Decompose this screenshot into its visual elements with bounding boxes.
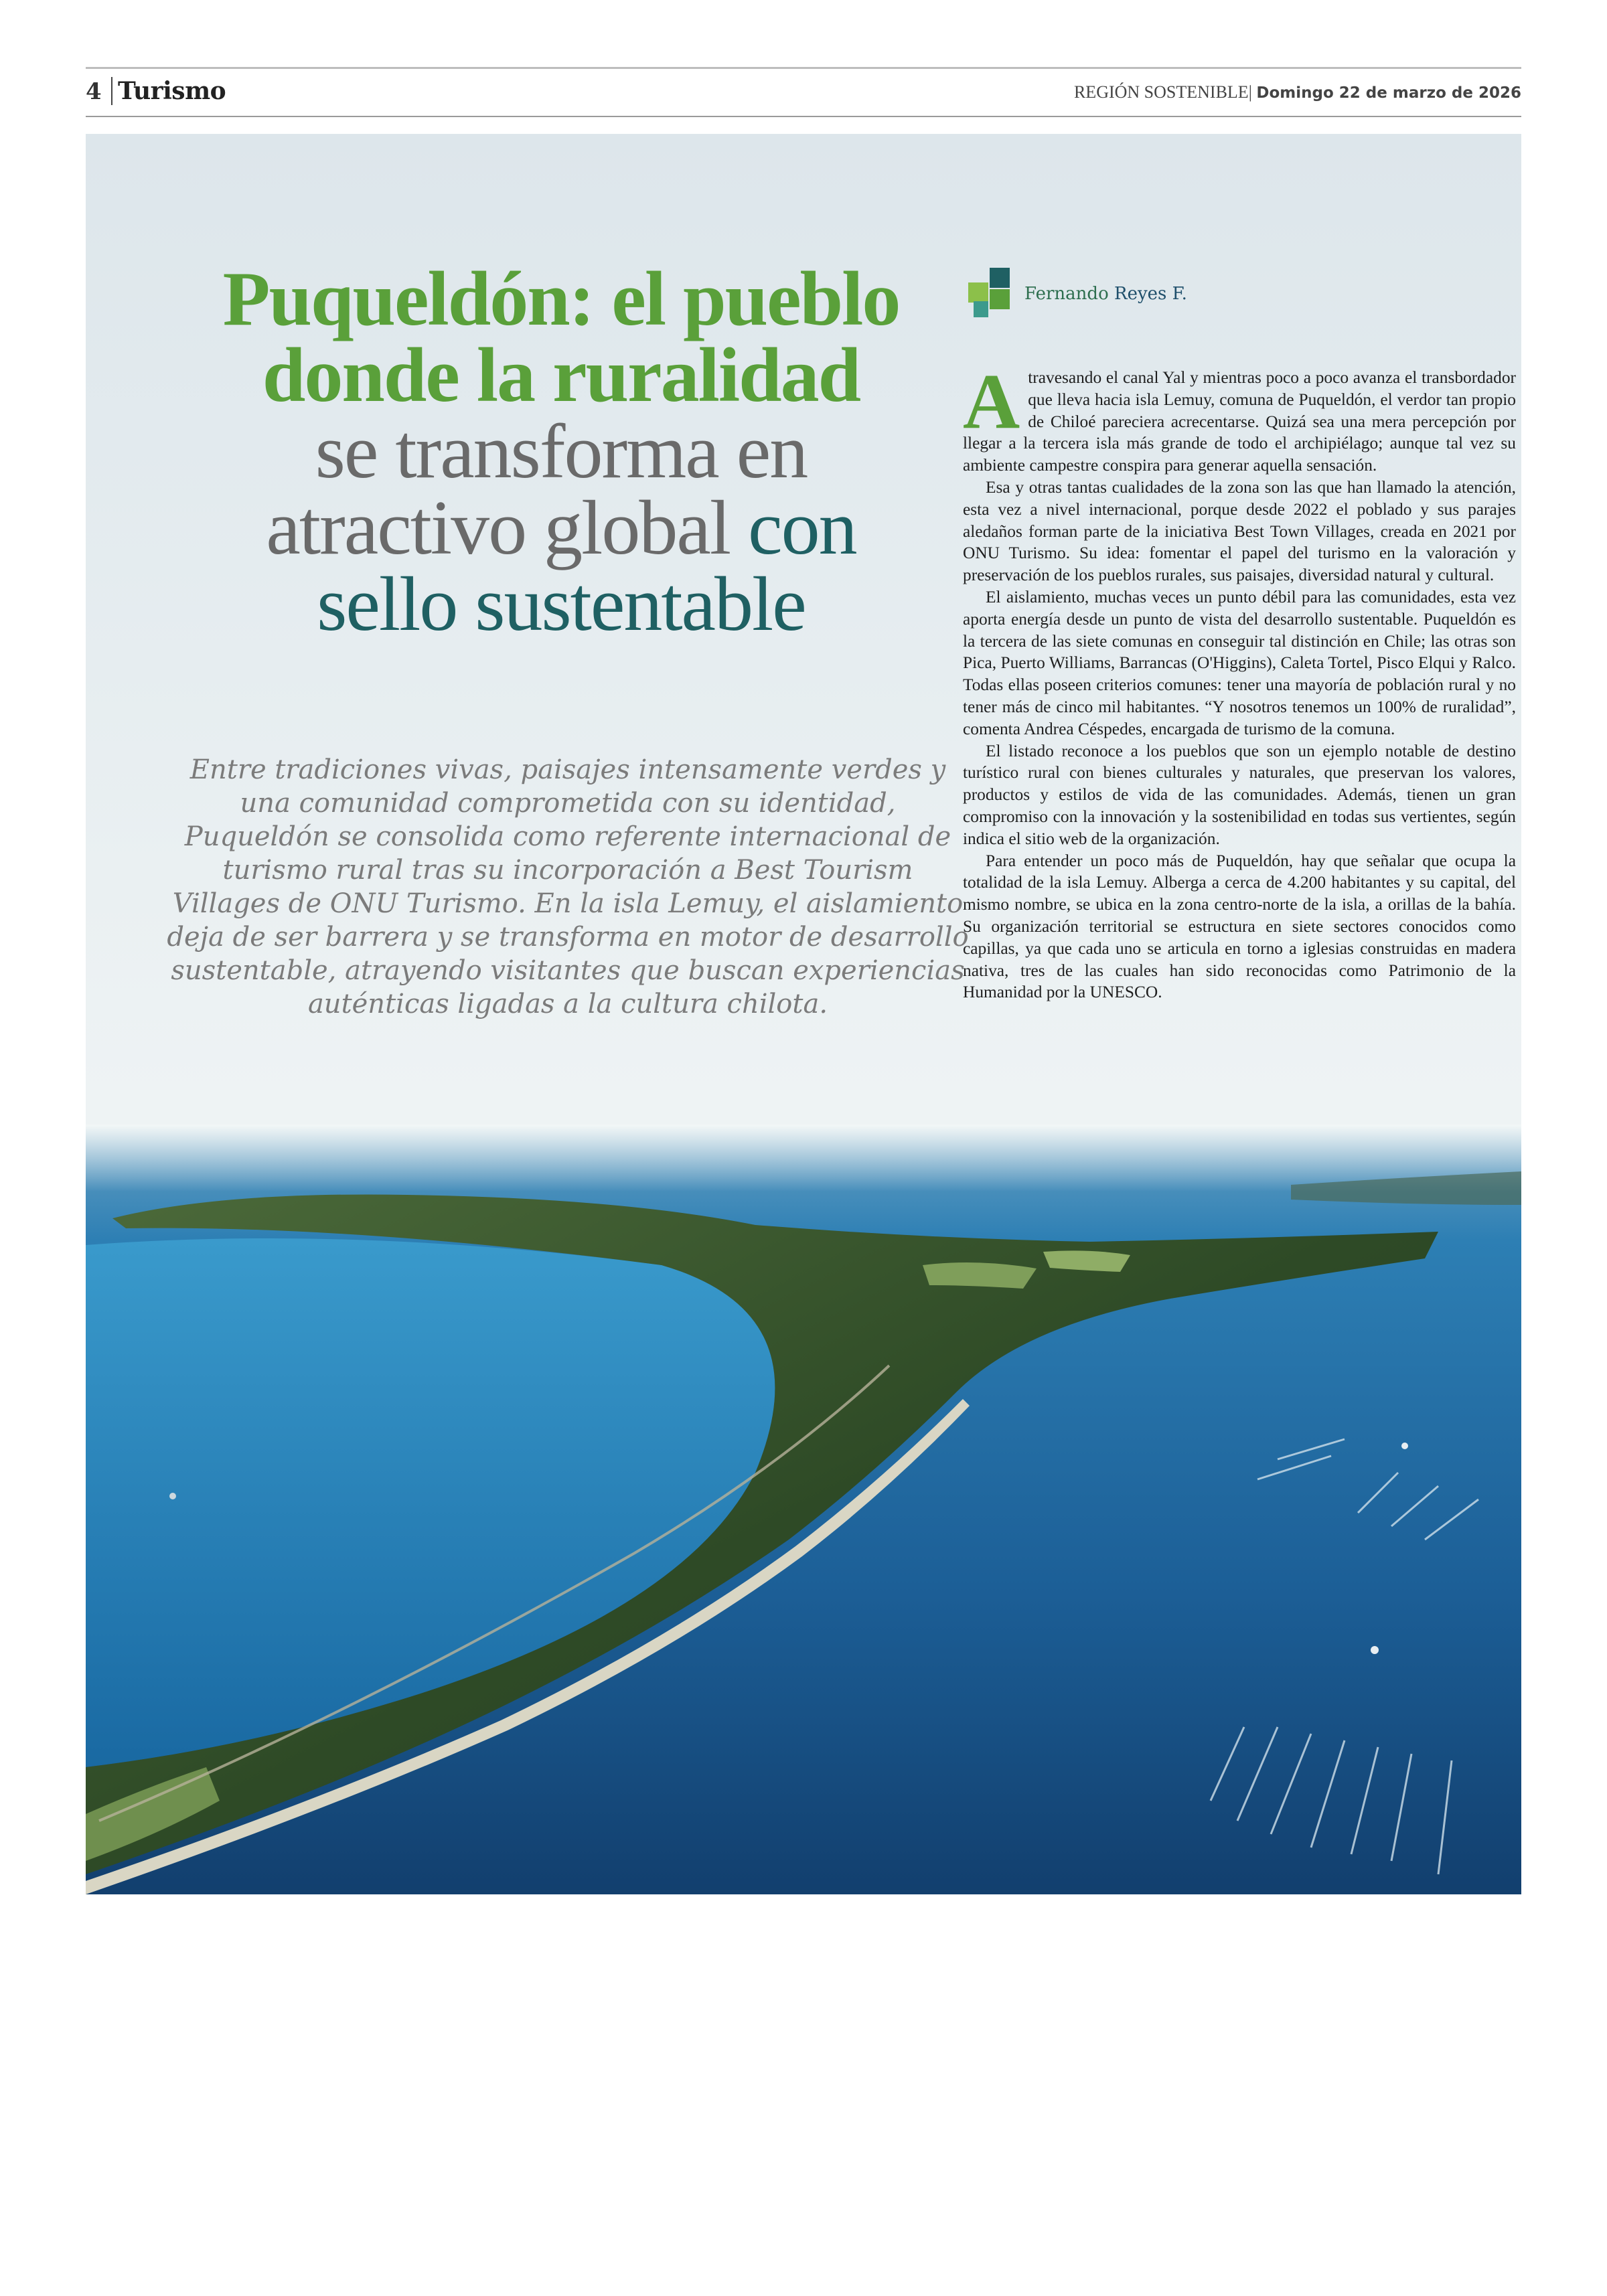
page-number: 4: [86, 78, 102, 105]
author-first-name: Fernando: [1024, 284, 1109, 304]
article-panel: [86, 134, 1521, 1894]
headline-line-2: donde la ruralidad: [262, 333, 860, 418]
headline-line-4b: con: [730, 485, 856, 571]
page-bottom-margin: [0, 1894, 1607, 2296]
publication-date-line: [1074, 82, 1521, 102]
body-paragraph-1-text: travesando el canal Yal y mientras poco a poco avanza el transbordador que lleva hacia isla Lemuy, comuna de Puqueldón, el verdor tan propio de Chiloé pareciera acrecentarse. Quizá sea una mera percepción por llegar a la tercera isla más grande de todo el archipiélago; aunque tal vez su ambiente campestre conspira para generar aquella sensación.: [963, 368, 1516, 475]
issue-date: Domingo 22 de marzo de 2026: [1256, 84, 1521, 102]
page-header: [86, 67, 1521, 117]
article-body: [963, 357, 1516, 1003]
author-name: [1024, 284, 1187, 304]
headline-line-3: se transforma en: [315, 409, 808, 495]
header-divider: |: [1248, 82, 1252, 102]
article-deck: Entre tradiciones vivas, paisajes intensamente verdes y una comunidad comprometida con su identidad, Puqueldón se consolida como referente internacional de turismo rural tras su incorporación a Best Tourism Villages de ONU Turismo. En la isla Lemuy, el aislamiento deja de ser barrera y se transforma en motor de desarrollo sustentable, atrayendo visitantes que buscan experiencias auténticas ligadas a la cultura chilota.: [167, 754, 969, 1019]
author-last-name: Reyes F.: [1114, 284, 1187, 304]
headline-line-5: sello sustentable: [317, 562, 806, 647]
publication-name: REGIÓN SOSTENIBLE: [1073, 82, 1249, 102]
headline-line-4a: atractivo global: [266, 485, 731, 571]
section-title: Turismo: [118, 77, 226, 105]
body-paragraph-2: Esa y otras tantas cualidades de la zona son las que han llamado la atención, esta vez a nivel internacional, porque desde 2022 el poblado y sus parajes aledaños forman parte de la iniciativa Best Town Villages, creada en 2021 por ONU Turismo. Su idea: fomentar el papel del turismo en la valoración y preservación de los pueblos rurales, sus paisajes, diversidad natural y cultural.: [963, 477, 1516, 585]
aerial-island-photo: [86, 1125, 1521, 1894]
headline-line-4: [186, 485, 936, 571]
body-paragraph-3: El aislamiento, muchas veces un punto débil para las comunidades, esta vez aporta energía desde un punto de vista del desarrollo sustentable. Puqueldón es la tercera de las siete comunas en conseguir tal distinción en Chile; las otras son Pica, Puerto Williams, Barrancas (O'Higgins), Caleta Tortel, Pisco Elqui y Ralco. Todas ellas poseen criterios comunes: tener una mayoría de población rural y no tener más de cinco mil habitantes. “Y nosotros tenemos un 100% de ruralidad”, comenta Andrea Céspedes, encargada de turismo de la comuna.: [963, 587, 1516, 738]
headline-line-1: Puqueldón: el pueblo: [222, 256, 900, 342]
headline: [186, 256, 936, 647]
header-separator: [111, 77, 112, 105]
drop-cap: A: [963, 357, 1020, 445]
region-sostenible-logo-icon: [968, 268, 1011, 320]
body-paragraph-5: Para entender un poco más de Puqueldón, hay que señalar que ocupa la totalidad de la isla Lemuy. Alberga a cerca de 4.200 habitantes y su capital, del mismo nombre, se ubica en la zona centro-norte de la isla, a orillas de la bahía. Su organización territorial se estructura en siete sectores conocidos como capillas, ya que cada uno se articula en torno a iglesias construidas en madera nativa, tres de las cuales han sido reconocidas como Patrimonio de la Humanidad por la UNESCO.: [963, 851, 1516, 1002]
body-paragraph-1: [963, 357, 1516, 477]
body-paragraph-4: El listado reconoce a los pueblos que son un ejemplo notable de destino turístico rural con bienes culturales y naturales, que preservan los valores, productos y estilos de vida de las comunidades. Además, tienen un gran compromiso con la innovación y la sostenibilidad en todas sus vertientes, según indica el sitio web de la organización.: [963, 741, 1516, 848]
